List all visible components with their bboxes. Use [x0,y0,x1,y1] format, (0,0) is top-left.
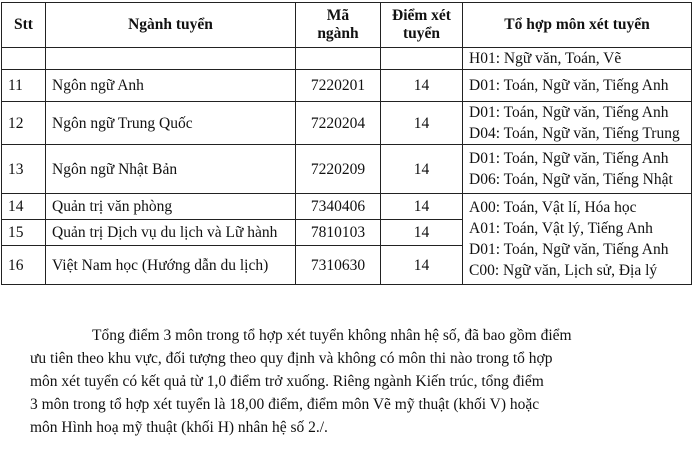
header-score-line1: Điểm xét [392,7,451,24]
combo-line: C00: Ngữ văn, Lịch sử, Địa lý [469,262,658,279]
stt-cell: 12 [2,102,46,145]
note-line: môn xét tuyển có kết quả từ 1,0 điểm trở xuống. Riêng ngành Kiến trúc, tổng điểm [30,373,544,390]
note-line: 3 môn trong tổ hợp xét tuyển là 18,00 điểm, điểm môn Vẽ mỹ thuật (khối V) hoặc [30,396,540,413]
stt-cell: 14 [2,194,46,220]
code-cell: 7340406 [296,194,381,220]
table-row [2,48,692,70]
major-cell: Quản trị văn phòng [46,194,296,220]
major-cell: Việt Nam học (Hướng dẫn du lịch) [46,246,296,285]
score-cell: 14 [381,194,463,220]
header-code [296,3,381,48]
score-cell: 14 [381,246,463,285]
header-combo: Tổ hợp môn xét tuyển [463,3,692,48]
header-major: Ngành tuyển [46,3,296,48]
major-cell: Ngôn ngữ Nhật Bản [46,145,296,194]
code-cell: 7220204 [296,102,381,145]
combo-line: A00: Toán, Vật lí, Hóa học [469,199,637,216]
table-row [2,102,692,145]
score-cell: 14 [381,145,463,194]
table-cell [2,48,46,70]
note-line: môn Hình hoạ mỹ thuật (khối H) nhân hệ số 2./. [30,419,328,436]
table-row [2,145,692,194]
header-row [2,3,692,48]
code-cell: 7220201 [296,70,381,102]
table-row [2,194,692,220]
score-cell: 14 [381,220,463,246]
code-cell: 7220209 [296,145,381,194]
combo-line: D04: Toán, Ngữ văn, Tiếng Trung [469,125,680,142]
note-line: Tổng điểm 3 môn trong tổ hợp xét tuyển không nhân hệ số, đã bao gồm điểm [92,327,572,344]
combo-line: D01: Toán, Ngữ văn, Tiếng Anh [469,150,669,167]
header-code-line2: ngành [317,25,359,42]
major-cell: Ngôn ngữ Trung Quốc [46,102,296,145]
stt-cell: 15 [2,220,46,246]
admission-table [1,2,692,285]
header-stt: Stt [2,3,46,48]
code-cell: 7810103 [296,220,381,246]
combo-line: D01: Toán, Ngữ văn, Tiếng Anh [469,241,669,258]
table-cell [296,48,381,70]
stt-cell: 13 [2,145,46,194]
shared-combo-cell [463,194,692,285]
table-row [2,70,692,102]
combo-line: D01: Toán, Ngữ văn, Tiếng Anh [469,104,669,121]
major-cell: Quản trị Dịch vụ du lịch và Lữ hành [46,220,296,246]
header-code-line1: Mã [326,7,350,24]
score-cell: 14 [381,102,463,145]
combo-cell [463,102,692,145]
note-line: ưu tiên theo khu vực, đối tượng theo quy định và không có môn thi nào trong tổ hợp [30,350,553,367]
combo-cell [463,145,692,194]
combo-line: A01: Toán, Vật lý, Tiếng Anh [469,220,653,237]
score-cell: 14 [381,70,463,102]
table-cell [46,48,296,70]
stt-cell: 11 [2,70,46,102]
table-cell [381,48,463,70]
combo-cell: D01: Toán, Ngữ văn, Tiếng Anh [463,70,692,102]
major-cell: Ngôn ngữ Anh [46,70,296,102]
stt-cell: 16 [2,246,46,285]
note-paragraph [30,324,670,439]
header-score [381,3,463,48]
combo-line: D06: Toán, Ngữ văn, Tiếng Nhật [469,171,673,188]
code-cell: 7310630 [296,246,381,285]
combo-cell: H01: Ngữ văn, Toán, Vẽ [463,48,692,70]
header-score-line2: tuyển [402,25,441,42]
